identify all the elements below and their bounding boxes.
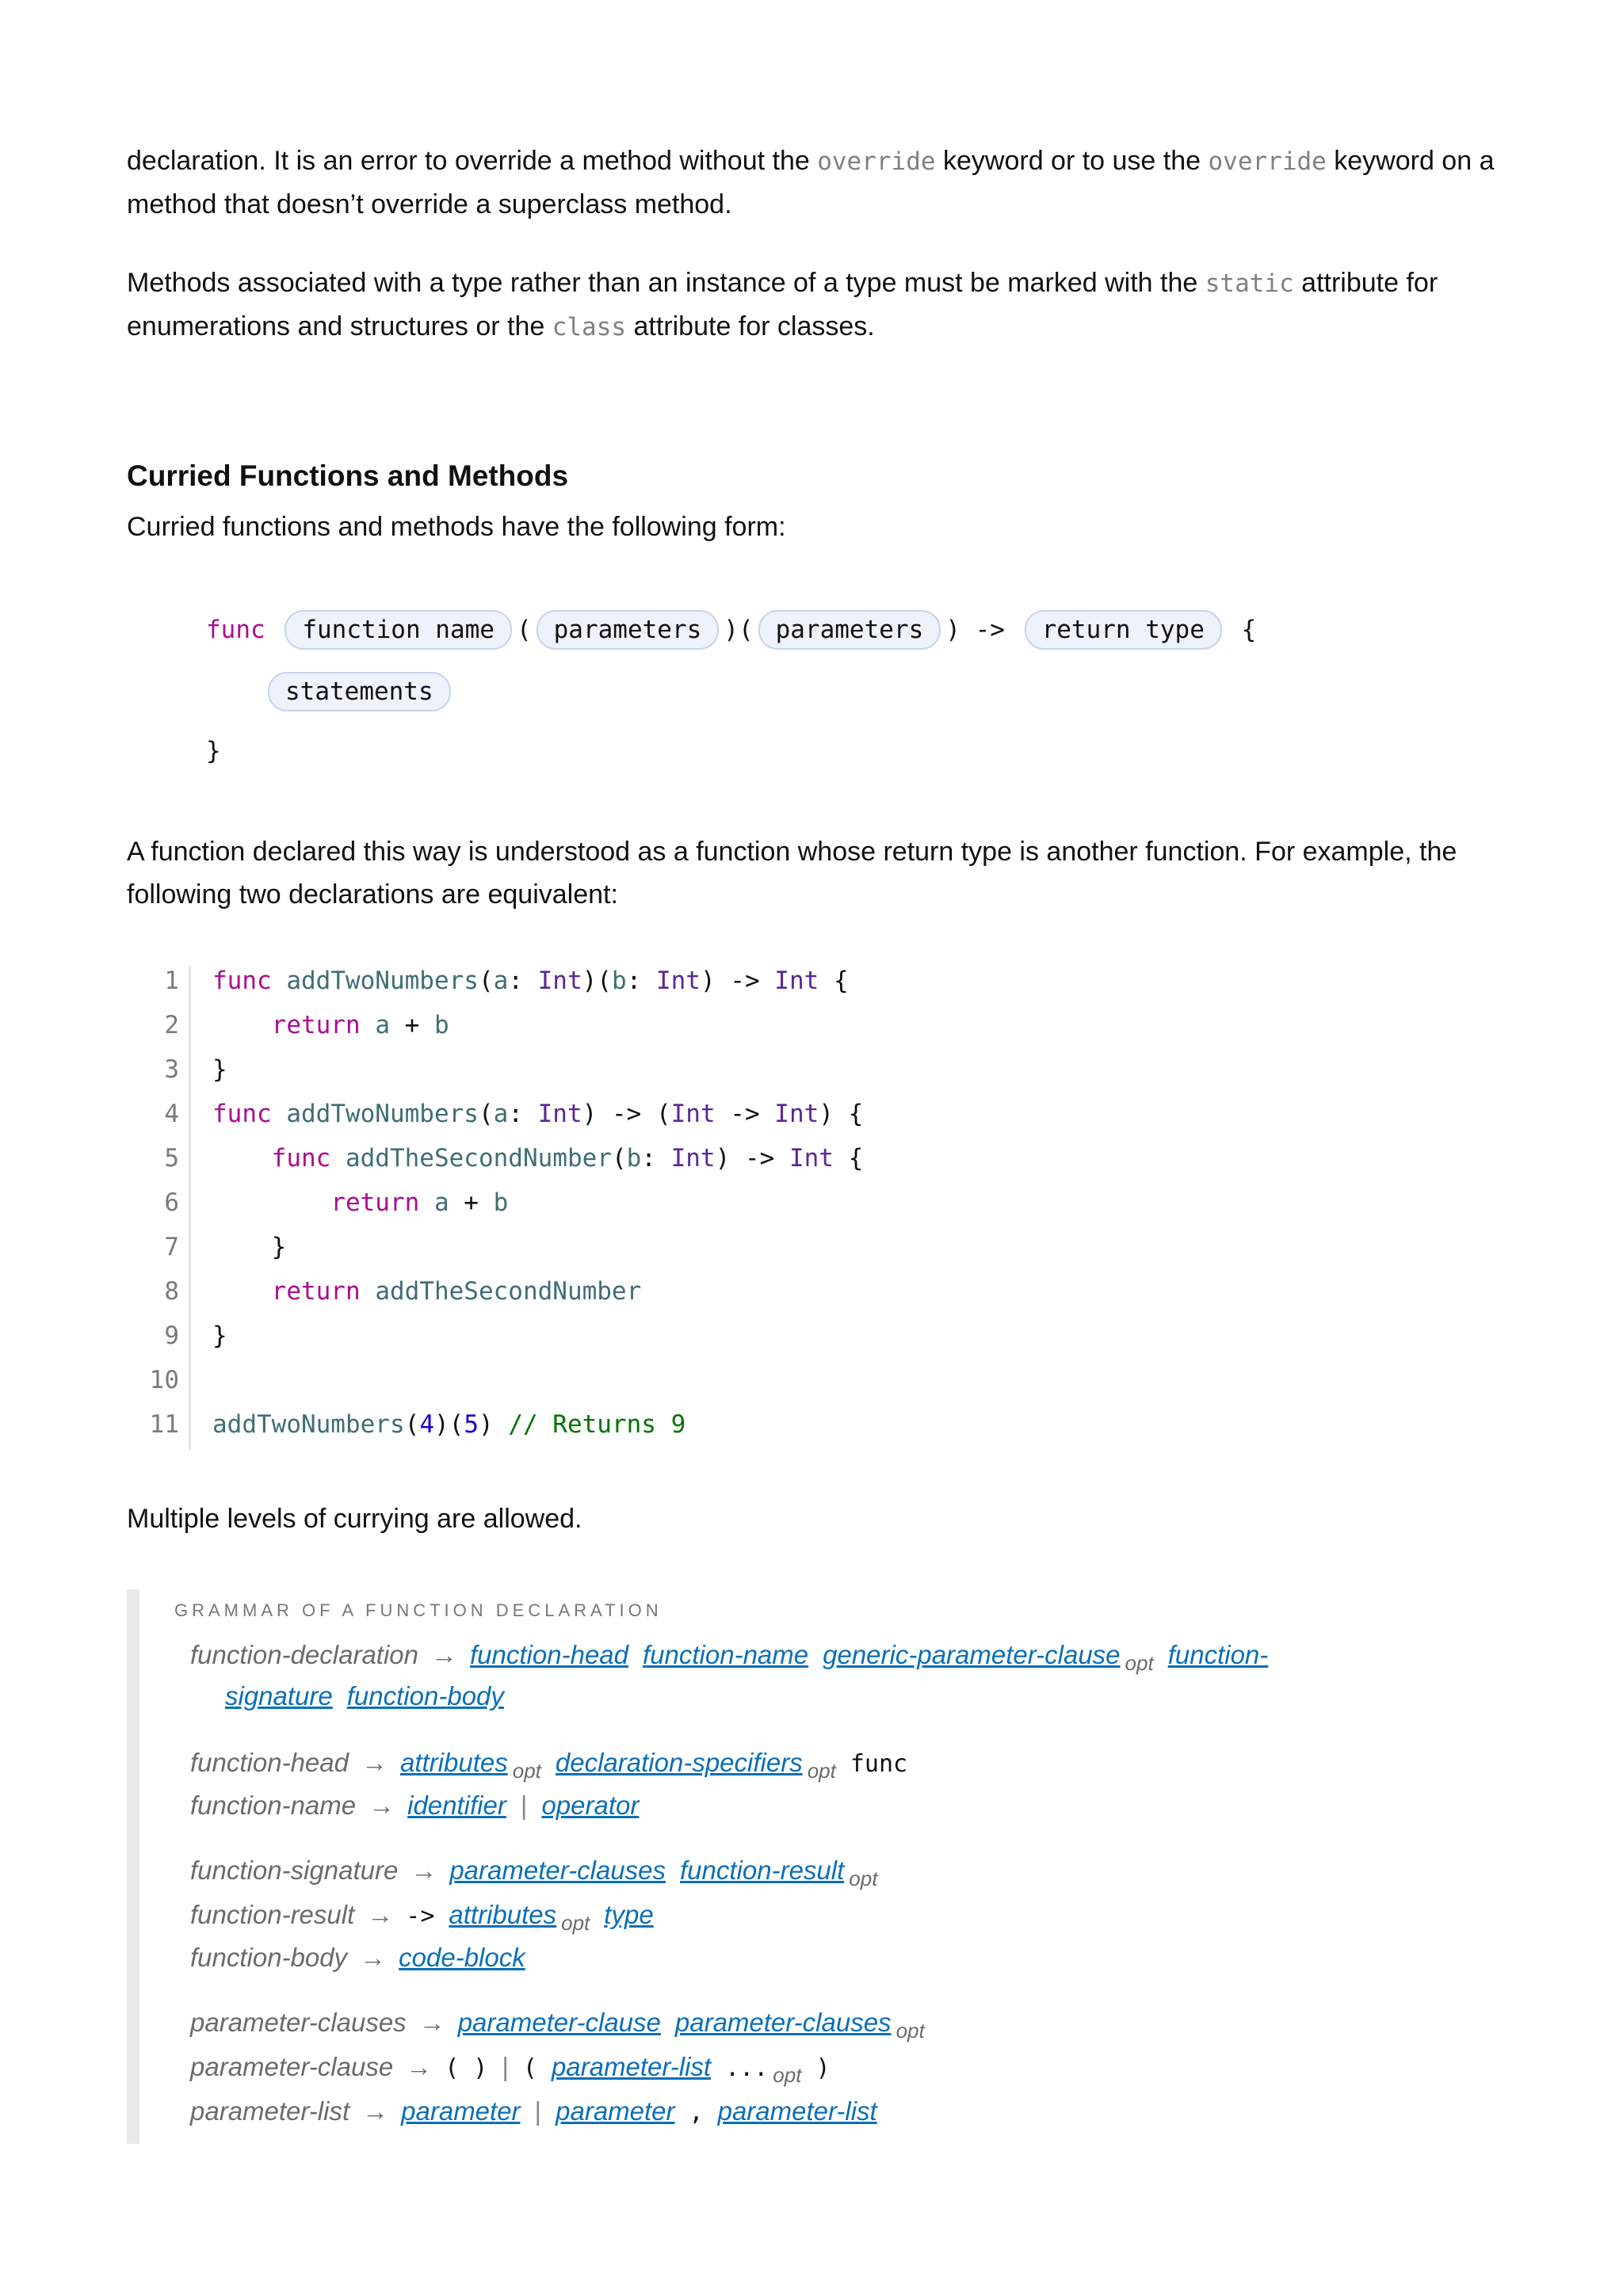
- link-function-signature[interactable]: signature: [225, 1681, 333, 1711]
- rule-name: parameter-clause: [190, 2052, 394, 2081]
- literal-ellipsis: ...: [725, 2054, 769, 2082]
- opt-marker: opt: [773, 2063, 802, 2087]
- rule-name: parameter-list: [190, 2096, 350, 2126]
- link-operator[interactable]: operator: [541, 1791, 640, 1820]
- grammar-title: GRAMMAR OF A FUNCTION DECLARATION: [174, 1600, 663, 1620]
- grammar-rule-function-body: [190, 1943, 540, 1973]
- rule-name: function-signature: [190, 1855, 399, 1885]
- link-parameter-clauses[interactable]: parameter-clauses: [449, 1855, 666, 1885]
- link-parameter[interactable]: parameter: [401, 2096, 521, 2126]
- alternative-bar: |: [502, 2052, 509, 2081]
- inline-code-class: class: [552, 313, 627, 341]
- code-line: return a + b: [330, 1188, 509, 1217]
- placeholder-return-type: return type: [1025, 610, 1222, 650]
- link-identifier[interactable]: identifier: [407, 1791, 506, 1820]
- inline-code-override: override: [1208, 147, 1327, 176]
- link-parameter-clause[interactable]: parameter-clause: [457, 2008, 661, 2037]
- literal-func: func: [850, 1750, 908, 1778]
- arrow-icon: →: [360, 1943, 387, 1972]
- paragraph-override: [127, 139, 1506, 226]
- opt-marker: opt: [807, 1759, 836, 1783]
- grammar-rule-parameter-list: [190, 2096, 892, 2126]
- grammar-rule-function-signature: [190, 1855, 892, 1891]
- alternative-bar: |: [520, 1791, 528, 1820]
- grammar-rule-parameter-clause: [190, 2052, 845, 2088]
- grammar-box: [127, 1589, 1518, 2144]
- link-parameter-clauses[interactable]: parameter-clauses: [674, 2008, 892, 2037]
- link-parameter[interactable]: parameter: [556, 2096, 675, 2126]
- literal-lparen: (: [522, 2054, 537, 2082]
- opt-marker: opt: [896, 2019, 925, 2042]
- arrow-icon: →: [411, 1855, 437, 1885]
- link-declaration-specifiers[interactable]: declaration-specifiers: [555, 1748, 803, 1777]
- grammar-rule-function-head: [190, 1748, 922, 1783]
- line-number: 11: [149, 1410, 179, 1439]
- text: keyword on a method that doesn’t override a superclass method.: [127, 146, 1495, 219]
- text: Methods associated with a type rather than an instance of a type must be marked with the: [127, 268, 1205, 298]
- rule-name: parameter-clauses: [190, 2008, 407, 2037]
- placeholder-parameters: parameters: [537, 610, 720, 650]
- link-generic-parameter-clause[interactable]: generic-parameter-clause: [823, 1640, 1121, 1669]
- link-function-head[interactable]: function-head: [470, 1640, 628, 1669]
- grammar-rule-continuation: [225, 1681, 518, 1711]
- punct: }: [206, 737, 221, 765]
- link-function-result[interactable]: function-result: [680, 1855, 845, 1885]
- punct: ) ->: [945, 616, 1005, 644]
- code-line: return addTheSecondNumber: [271, 1277, 642, 1306]
- section-heading: Curried Functions and Methods: [127, 460, 569, 492]
- placeholder-statements: statements: [268, 672, 451, 711]
- grammar-rule-function-result: [190, 1900, 668, 1936]
- punct: )(: [724, 616, 754, 644]
- opt-marker: opt: [561, 1911, 590, 1935]
- code-line: func addTwoNumbers(a: Int) -> (Int -> Int) {: [212, 1100, 864, 1128]
- link-function-name[interactable]: function-name: [643, 1640, 809, 1669]
- line-number: 2: [164, 1011, 179, 1039]
- link-attributes[interactable]: attributes: [399, 1748, 508, 1777]
- placeholder-function-name: function name: [285, 610, 512, 650]
- func-keyword: func: [206, 616, 265, 644]
- link-type[interactable]: type: [604, 1900, 654, 1929]
- paragraph-intro: Curried functions and methods have the following form:: [127, 512, 786, 542]
- arrow-icon: →: [431, 1640, 458, 1669]
- line-number: 1: [164, 967, 179, 995]
- punct: (: [516, 616, 532, 644]
- punct: {: [1241, 616, 1257, 644]
- paragraph-static-class: [127, 261, 1506, 349]
- line-number: 4: [164, 1100, 179, 1128]
- arrow-icon: →: [369, 1791, 395, 1820]
- rule-name: function-declaration: [190, 1640, 419, 1669]
- code-line: }: [212, 1233, 287, 1261]
- link-parameter-list[interactable]: parameter-list: [551, 2052, 712, 2081]
- line-number: 5: [164, 1144, 179, 1173]
- line-number: 7: [164, 1233, 179, 1261]
- link-function-body[interactable]: function-body: [346, 1681, 504, 1711]
- signature-line-2: [263, 672, 456, 711]
- literal-rparen: ): [815, 2054, 831, 2082]
- paragraph-equivalence: A function declared this way is understood as a function whose return type is another function. For example, the following two declarations are equivalent:: [127, 837, 1457, 910]
- rule-name: function-name: [190, 1791, 357, 1820]
- literal-rparen: ): [473, 2054, 488, 2082]
- inline-code-static: static: [1205, 269, 1294, 298]
- line-number: 6: [164, 1188, 179, 1217]
- literal-arrow: ->: [406, 1902, 435, 1930]
- link-code-block[interactable]: code-block: [399, 1943, 525, 1972]
- code-line: }: [212, 1322, 227, 1350]
- arrow-icon: →: [361, 1748, 388, 1777]
- line-number: 3: [164, 1055, 179, 1084]
- text: attribute for classes.: [626, 311, 875, 341]
- opt-marker: opt: [849, 1867, 878, 1890]
- code-line: func addTwoNumbers(a: Int)(b: Int) -> Int {: [212, 967, 849, 995]
- alternative-bar: |: [534, 2096, 542, 2126]
- signature-line-1: [206, 610, 1256, 650]
- inline-code-override: override: [817, 147, 936, 176]
- grammar-rule-parameter-clauses: [190, 2008, 939, 2043]
- text: declaration. It is an error to override a method without the: [127, 146, 818, 176]
- arrow-icon: →: [362, 2096, 389, 2126]
- link-attributes[interactable]: attributes: [449, 1900, 557, 1929]
- line-number: 9: [164, 1322, 179, 1350]
- opt-marker: opt: [512, 1759, 541, 1783]
- text: attribute for enumerations and structures or the: [127, 268, 1438, 341]
- grammar-rule-function-declaration: [190, 1640, 1282, 1676]
- signature-line-3: [206, 737, 221, 765]
- grammar-rule-function-name: [190, 1791, 653, 1821]
- literal-lparen: (: [445, 2054, 460, 2082]
- code-line: addTwoNumbers(4)(5) // Returns 9: [212, 1410, 686, 1439]
- rule-name: function-head: [190, 1748, 349, 1777]
- arrow-icon: →: [406, 2052, 433, 2081]
- rule-name: function-result: [190, 1900, 355, 1929]
- code-line: func addTheSecondNumber(b: Int) -> Int {: [271, 1144, 864, 1173]
- placeholder-parameters: parameters: [758, 610, 941, 650]
- text: keyword or to use the: [935, 146, 1209, 176]
- literal-comma: ,: [689, 2099, 704, 2126]
- link-function-signature[interactable]: function-: [1167, 1640, 1269, 1669]
- arrow-icon: →: [367, 1900, 394, 1929]
- line-number: 10: [149, 1366, 179, 1394]
- code-line: }: [212, 1055, 227, 1084]
- arrow-icon: →: [418, 2008, 445, 2037]
- rule-name: function-body: [190, 1943, 348, 1972]
- opt-marker: opt: [1125, 1651, 1154, 1675]
- link-parameter-list[interactable]: parameter-list: [717, 2096, 877, 2126]
- line-number-gutter: [135, 967, 191, 1450]
- code-line: return a + b: [271, 1011, 449, 1039]
- paragraph-currying-levels: Multiple levels of currying are allowed.: [127, 1504, 582, 1534]
- line-number: 8: [164, 1277, 179, 1306]
